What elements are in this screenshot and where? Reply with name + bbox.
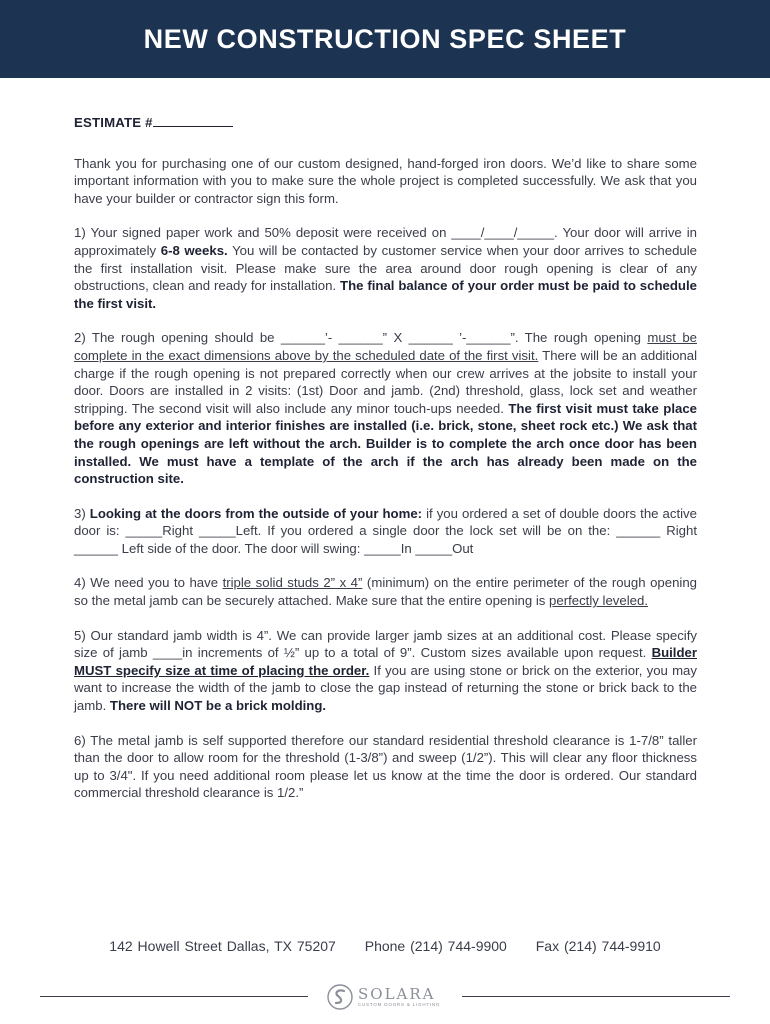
section-5-emphasis-builder: Builder MUST specify size at time of placing the order.	[74, 645, 697, 678]
header-banner	[0, 0, 770, 78]
logo-name: SOLARA	[358, 985, 436, 1003]
section-5-emphasis-molding: There will NOT be a brick molding.	[109, 698, 327, 714]
section-4	[74, 574, 697, 609]
footer-fax: Fax (214) 744-9910	[535, 938, 661, 954]
estimate-blank[interactable]	[153, 114, 233, 127]
section-2-underline: must be complete in the exact dimensions above by the scheduled date of the first visit.	[74, 330, 697, 363]
document-body	[74, 114, 697, 819]
section-6: 6) The metal jamb is self supported therefore our standard residential threshold clearance is 1-7/8” taller than the door to allow room for the threshold (1-3/8”) and sweep (1/2”). This will clear any floor thickness up to 3/4". If you need additional room please let us know at the time the door is ordered. Our standard commercial threshold clearance is 1/2.”	[74, 732, 697, 801]
section-2	[74, 329, 697, 487]
section-4-underline-leveled: perfectly leveled.	[549, 593, 648, 609]
solara-logo-icon	[326, 983, 354, 1011]
footer-contact	[0, 938, 770, 954]
section-3-text-c: if you ordered a set of double doors the active door is: _____Right _____Left. If you ordered a single door the lock set will be on the: ______ Right ______ Left side of the door. The door will swing: _____In _____Out	[74, 505, 697, 556]
section-2-emphasis: The first visit must take place before any exterior and interior finishes are installed (i.e. brick, stone, sheet rock etc.) We ask that the rough openings are left without the arch. Builder is to complete the arch once door has been installed. We must have a template of the arch if the arch has already been made on the construction site.	[74, 400, 697, 487]
footer-address: 142 Howell Street Dallas, TX 75207	[109, 938, 336, 954]
section-1-emphasis-weeks: 6-8 weeks.	[160, 242, 228, 258]
section-5-text-c: If you are using stone or brick on the exterior, you may want to increase the width of the jamb to close the gap instead of returning the stone or brick back to the jamb.	[74, 662, 697, 714]
footer-rule-right	[462, 996, 730, 997]
footer-rule-left	[40, 996, 308, 997]
section-4-text-a: 4) We need you to have	[74, 575, 223, 591]
section-3-emphasis: Looking at the doors from the outside of your home:	[89, 505, 423, 521]
page-title: NEW CONSTRUCTION SPEC SHEET	[143, 23, 627, 54]
section-2-text-c: There will be an additional charge if the rough opening is not prepared correctly when our crew arrives at the jobsite to install your door. Doors are installed in 2 visits: (1st) Door and jamb. (2nd) threshold, glass, lock set and weather stripping. The second visit will also include any minor touch-ups needed.	[74, 347, 698, 416]
logo-wordmark	[358, 986, 440, 1008]
section-4-text-c: (minimum) on the entire perimeter of the rough opening so the metal jamb can be securely attached. Make sure that the entire opening is	[74, 575, 698, 609]
footer-phone: Phone (214) 744-9900	[364, 938, 507, 954]
section-1	[74, 224, 697, 312]
estimate-field	[74, 114, 697, 132]
section-1-text-a: 1) Your signed paper work and 50% deposit were received on ____/____/_____. Your door will arrive in approximately	[74, 225, 697, 258]
section-3	[74, 505, 697, 558]
section-3-text-a: 3)	[74, 505, 90, 521]
section-1-text-c: You will be contacted by customer service when your door arrives to schedule the first installation visit. Please make sure the area around door rough opening is clear of any obstructions, clean and ready for installation.	[74, 242, 697, 294]
solara-logo	[326, 980, 444, 1014]
section-1-emphasis-balance: The final balance of your order must be paid to schedule the first visit.	[74, 278, 697, 311]
intro-paragraph: Thank you for purchasing one of our custom designed, hand-forged iron doors. We’d like to share some important information with you to make sure the whole project is completed successfully. We ask that you have your builder or contractor sign this form.	[74, 155, 697, 206]
section-5	[74, 627, 697, 715]
section-2-text-a: 2) The rough opening should be ______’- ______” X ______ ’-______”. The rough opening	[74, 330, 648, 346]
logo-tagline: CUSTOM DOORS & LIGHTING	[358, 1002, 441, 1007]
estimate-label: ESTIMATE #	[74, 115, 153, 130]
section-5-text-a: 5) Our standard jamb width is 4”. We can provide larger jamb sizes at an additional cost. Please specify size of jamb ____in increments of ½” up to a total of 9”. Custom sizes available upon request.	[74, 627, 697, 661]
section-4-underline-studs: triple solid studs 2” x 4”	[222, 575, 363, 591]
